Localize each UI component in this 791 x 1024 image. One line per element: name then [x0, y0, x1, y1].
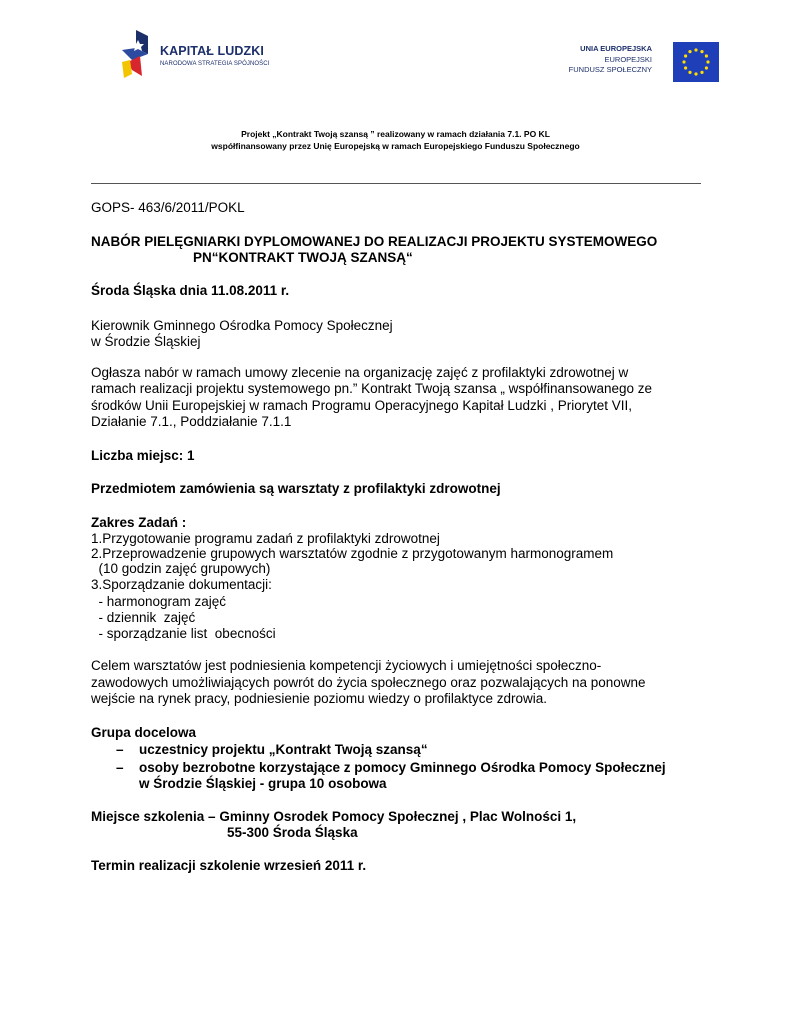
scope-item-2-note: (10 godzin zajęć grupowych) — [91, 561, 271, 576]
target-group-heading: Grupa docelowa — [91, 725, 197, 740]
scope-subitem-2: - dziennik zajęć — [91, 610, 196, 625]
document-date: Środa Śląska dnia 11.08.2011 r. — [91, 283, 290, 298]
announcement-line2: ramach realizacji projektu systemowego pn.” Kontrakt Twoją szansa „ współfinansowanego ze — [91, 381, 653, 396]
bullet-dash-2: – — [116, 760, 124, 775]
eu-logo — [560, 42, 720, 86]
kapital-ludzki-emblem-icon — [118, 30, 158, 82]
scope-subitem-3: - sporządzanie list obecności — [91, 626, 276, 641]
goal-line1: Celem warsztatów jest podniesienia kompetencji życiowych i umiejętności społeczno- — [91, 658, 602, 673]
order-subject: Przedmiotem zamówienia są warsztaty z profilaktyki zdrowotnej — [91, 481, 501, 496]
target-item-2: osoby bezrobotne korzystające z pomocy Gminnego Ośrodka Pomocy Społecznej — [139, 760, 666, 775]
goal-line3: wejście na rynek pracy, podniesienie poziomu wiedzy o profilaktyce zdrowia. — [91, 691, 547, 706]
announcement-line3: środków Unii Europejskiej w ramach Programu Operacyjnego Kapitał Ludzki , Priorytet VII, — [91, 398, 632, 413]
issuer-line2: w Środzie Śląskiej — [91, 334, 201, 349]
kapital-ludzki-title: KAPITAŁ LUDZKI — [160, 44, 264, 58]
announcement-line4: Działanie 7.1., Poddziałanie 7.1.1 — [91, 414, 292, 429]
scope-heading: Zakres Zadań : — [91, 515, 187, 530]
kapital-ludzki-subtitle: NARODOWA STRATEGIA SPÓJNOŚCI — [160, 61, 270, 67]
header-divider — [91, 183, 701, 184]
scope-item-2: 2.Przeprowadzenie grupowych warsztatów zgodnie z przygotowanym harmonogramem — [91, 546, 614, 561]
training-place-line1: Miejsce szkolenia – Gminny Osrodek Pomocy Społecznej , Plac Wolności 1, — [91, 809, 577, 824]
goal-line2: zawodowych umożliwiających powrót do życia społecznego oraz pozwalających na ponowne — [91, 675, 646, 690]
announcement-line1: Ogłasza nabór w ramach umowy zlecenie na organizację zajęć z profilaktyki zdrowotnej w — [91, 365, 629, 380]
training-term: Termin realizacji szkolenie wrzesień 2011 r. — [91, 858, 367, 873]
scope-subitem-1: - harmonogram zajęć — [91, 594, 227, 609]
eu-logo-text — [569, 44, 652, 76]
scope-item-3: 3.Sporządzanie dokumentacji: — [91, 577, 272, 592]
eu-logo-line1: UNIA EUROPEJSKA — [580, 44, 652, 53]
target-item-1: uczestnicy projektu „Kontrakt Twoją szansą“ — [139, 742, 428, 757]
places-count: Liczba miejsc: 1 — [91, 448, 195, 463]
kapital-ludzki-logo — [118, 30, 278, 82]
training-place-line2: 55-300 Środa Śląska — [227, 825, 358, 840]
document-title-line2: PN“KONTRAKT TWOJĄ SZANSĄ“ — [193, 250, 413, 265]
eu-flag-icon — [673, 42, 719, 82]
document-title-line1: NABÓR PIELĘGNIARKI DYPLOMOWANEJ DO REALIZACJI PROJEKTU SYSTEMOWEGO — [91, 234, 658, 249]
eu-logo-line2: EUROPEJSKI — [604, 54, 652, 64]
target-item-2-cont: w Środzie Śląskiej - grupa 10 osobowa — [139, 776, 387, 791]
reference-number: GOPS- 463/6/2011/POKL — [91, 200, 245, 215]
project-info-line1: Projekt „Kontrakt Twoją szansą ” realizowany w ramach działania 7.1. PO KL — [241, 129, 550, 139]
eu-logo-line3: FUNDUSZ SPOŁECZNY — [568, 65, 652, 74]
scope-item-1: 1.Przygotowanie programu zadań z profilaktyki zdrowotnej — [91, 531, 440, 546]
issuer-line1: Kierownik Gminnego Ośrodka Pomocy Społecznej — [91, 318, 393, 333]
project-info-line2: współfinansowany przez Unię Europejską w ramach Europejskiego Funduszu Społecznego — [211, 141, 580, 151]
bullet-dash-1: – — [116, 742, 124, 757]
